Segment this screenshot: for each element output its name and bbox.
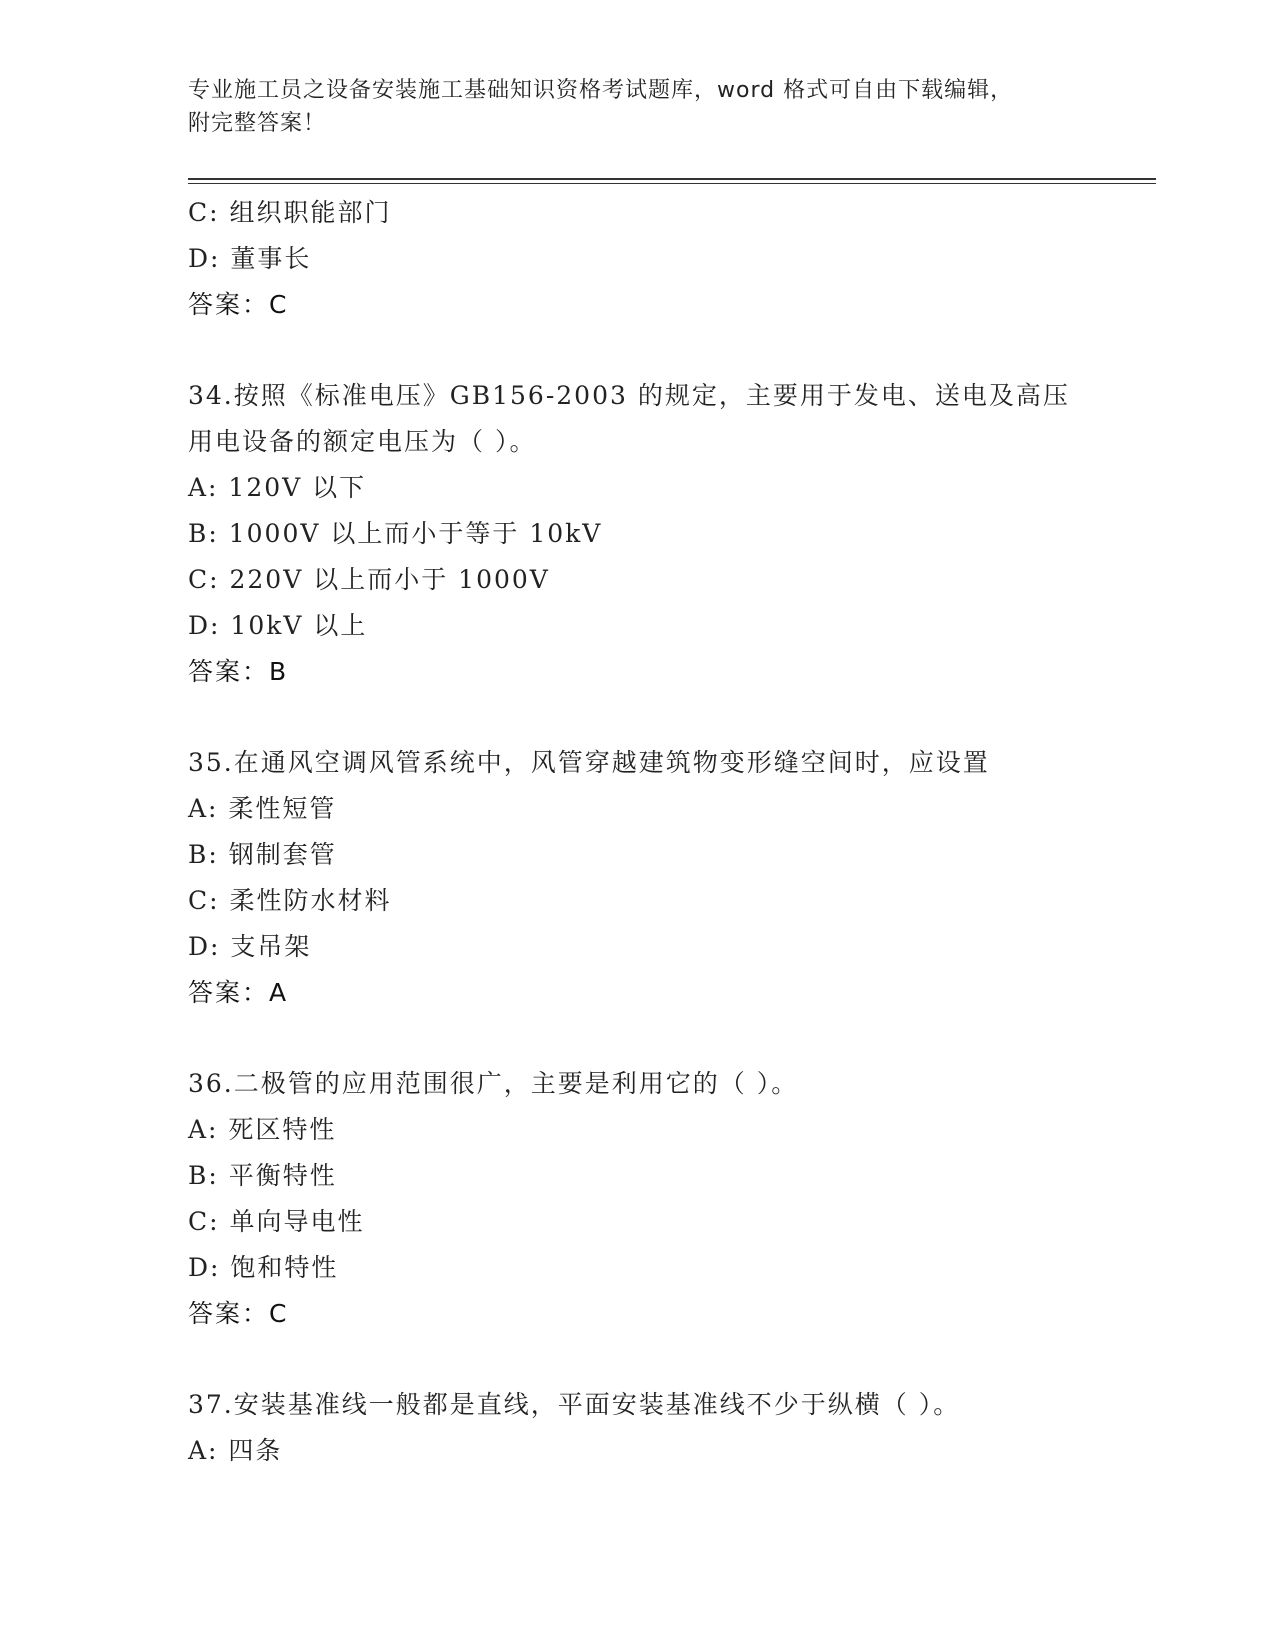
header-line-2: 附完整答案！ (188, 111, 327, 136)
question-stem: 用电设备的额定电压为（ ）。 (188, 427, 537, 456)
question-block-continued (188, 190, 1088, 328)
header-line-1: 专业施工员之设备安装施工基础知识资格考试题库，word 格式可自由下载编辑， (188, 78, 1014, 103)
option-d: D: 支吊架 (188, 932, 312, 961)
spacer (188, 328, 1088, 373)
option-b: B: 1000V 以上而小于等于 10kV (188, 519, 603, 548)
question-stem: 36.二极管的应用范围很广，主要是利用它的（ ）。 (188, 1069, 799, 1098)
question-stem: 37.安装基准线一般都是直线，平面安装基准线不少于纵横（ ）。 (188, 1390, 961, 1419)
header-divider-thin (188, 183, 1156, 184)
header-divider-thick (188, 178, 1156, 180)
option-d: D: 10kV 以上 (188, 611, 368, 640)
option-a: A: 死区特性 (188, 1115, 337, 1144)
spacer (188, 1016, 1088, 1061)
option-d: D: 饱和特性 (188, 1253, 339, 1282)
option-a: A: 四条 (188, 1436, 283, 1465)
option-c: C: 单向导电性 (188, 1207, 365, 1236)
answer-line: 答案：C (188, 290, 289, 319)
question-block (188, 373, 1088, 695)
option-c: C: 柔性防水材料 (188, 886, 392, 915)
option-a: A: 柔性短管 (188, 794, 337, 823)
option-c: C: 组织职能部门 (188, 198, 392, 227)
question-list (188, 190, 1088, 1474)
answer-line: 答案：A (188, 978, 289, 1007)
option-d: D: 董事长 (188, 244, 312, 273)
option-b: B: 钢制套管 (188, 840, 337, 869)
question-block (188, 1061, 1088, 1337)
option-b: B: 平衡特性 (188, 1161, 337, 1190)
spacer (188, 695, 1088, 740)
option-a: A: 120V 以下 (188, 473, 367, 502)
answer-line: 答案：C (188, 1299, 289, 1328)
question-stem: 35.在通风空调风管系统中，风管穿越建筑物变形缝空间时，应设置 (188, 748, 990, 777)
page-header (188, 74, 1068, 140)
answer-line: 答案：B (188, 657, 289, 686)
question-block (188, 1382, 1088, 1474)
spacer (188, 1337, 1088, 1382)
question-block (188, 740, 1088, 1016)
option-c: C: 220V 以上而小于 1000V (188, 565, 550, 594)
question-stem: 34.按照《标准电压》GB156-2003 的规定，主要用于发电、送电及高压 (188, 381, 1070, 410)
